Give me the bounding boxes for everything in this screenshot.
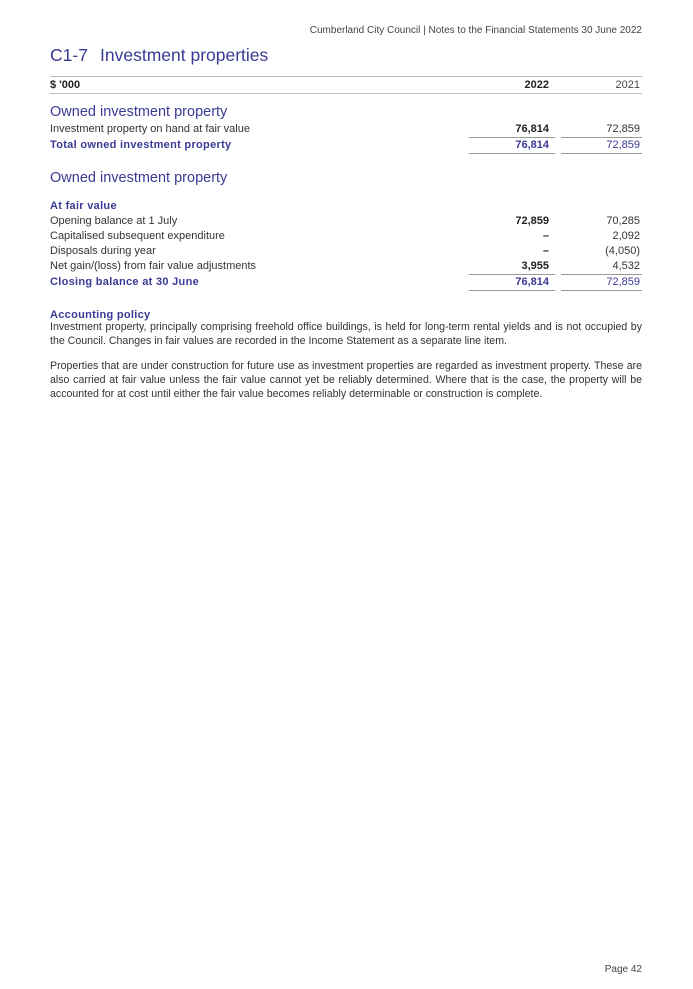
document-page <box>50 0 642 989</box>
column-year-current: 2022 <box>524 79 549 91</box>
section-heading-owned: Owned investment property <box>50 104 228 120</box>
section-heading-reconciliation: Owned investment property <box>50 170 228 186</box>
column-header-row <box>50 76 642 94</box>
page-number: Page 42 <box>604 964 642 975</box>
total-value-2021: 72,859 <box>606 139 640 151</box>
row-value-2021: 4,532 <box>612 260 640 272</box>
table-row <box>50 122 642 137</box>
note-number: C1-7 <box>50 45 88 65</box>
note-title <box>50 45 268 66</box>
total-rule <box>561 153 642 154</box>
column-year-prior: 2021 <box>615 79 640 91</box>
total-label: Total owned investment property <box>50 139 232 151</box>
row-value-2021: 72,859 <box>606 123 640 135</box>
table-row <box>50 244 642 259</box>
row-label: Opening balance at 1 July <box>50 215 178 227</box>
note-title-text: Investment properties <box>100 45 269 65</box>
row-value-2022: – <box>542 230 549 242</box>
row-label: Capitalised subsequent expenditure <box>50 230 225 242</box>
accounting-policy-heading: Accounting policy <box>50 309 151 321</box>
policy-paragraph: Investment property, principally comprising freehold office buildings, is held for long-term rental yields and is not occupied by the Council. Changes in fair values are recorded in the Income Statement as a separate line item. <box>50 321 642 347</box>
table-row <box>50 229 642 244</box>
table-row <box>50 259 642 274</box>
running-header: Cumberland City Council | Notes to the Financial Statements 30 June 2022 <box>309 25 642 36</box>
row-label: Net gain/(loss) from fair value adjustments <box>50 260 257 272</box>
row-value-2022: 76,814 <box>515 123 549 135</box>
row-label: Investment property on hand at fair value <box>50 123 250 135</box>
total-value-2021: 72,859 <box>606 276 640 288</box>
row-value-2021: 2,092 <box>612 230 640 242</box>
row-value-2022: 3,955 <box>521 260 549 272</box>
total-rule <box>469 153 555 154</box>
total-value-2022: 76,814 <box>515 139 549 151</box>
row-value-2022: – <box>542 245 549 257</box>
table-row <box>50 214 642 229</box>
total-row <box>50 275 642 290</box>
subheading-at-fair-value: At fair value <box>50 200 117 212</box>
total-label: Closing balance at 30 June <box>50 276 200 288</box>
row-label: Disposals during year <box>50 245 156 257</box>
total-rule <box>469 290 555 291</box>
row-value-2022: 72,859 <box>515 215 549 227</box>
total-rule <box>561 290 642 291</box>
row-value-2021: 70,285 <box>606 215 640 227</box>
total-row <box>50 138 642 153</box>
total-value-2022: 76,814 <box>515 276 549 288</box>
policy-paragraph: Properties that are under construction for future use as investment properties are regarded as investment property. These are also carried at fair value unless the fair value cannot yet be reliably determined. Where that is the case, the property will be accounted for at cost until either the fair value becomes reliably determinable or construction is complete. <box>50 360 642 400</box>
row-value-2021: (4,050) <box>605 245 640 257</box>
unit-label: $ '000 <box>50 79 81 91</box>
